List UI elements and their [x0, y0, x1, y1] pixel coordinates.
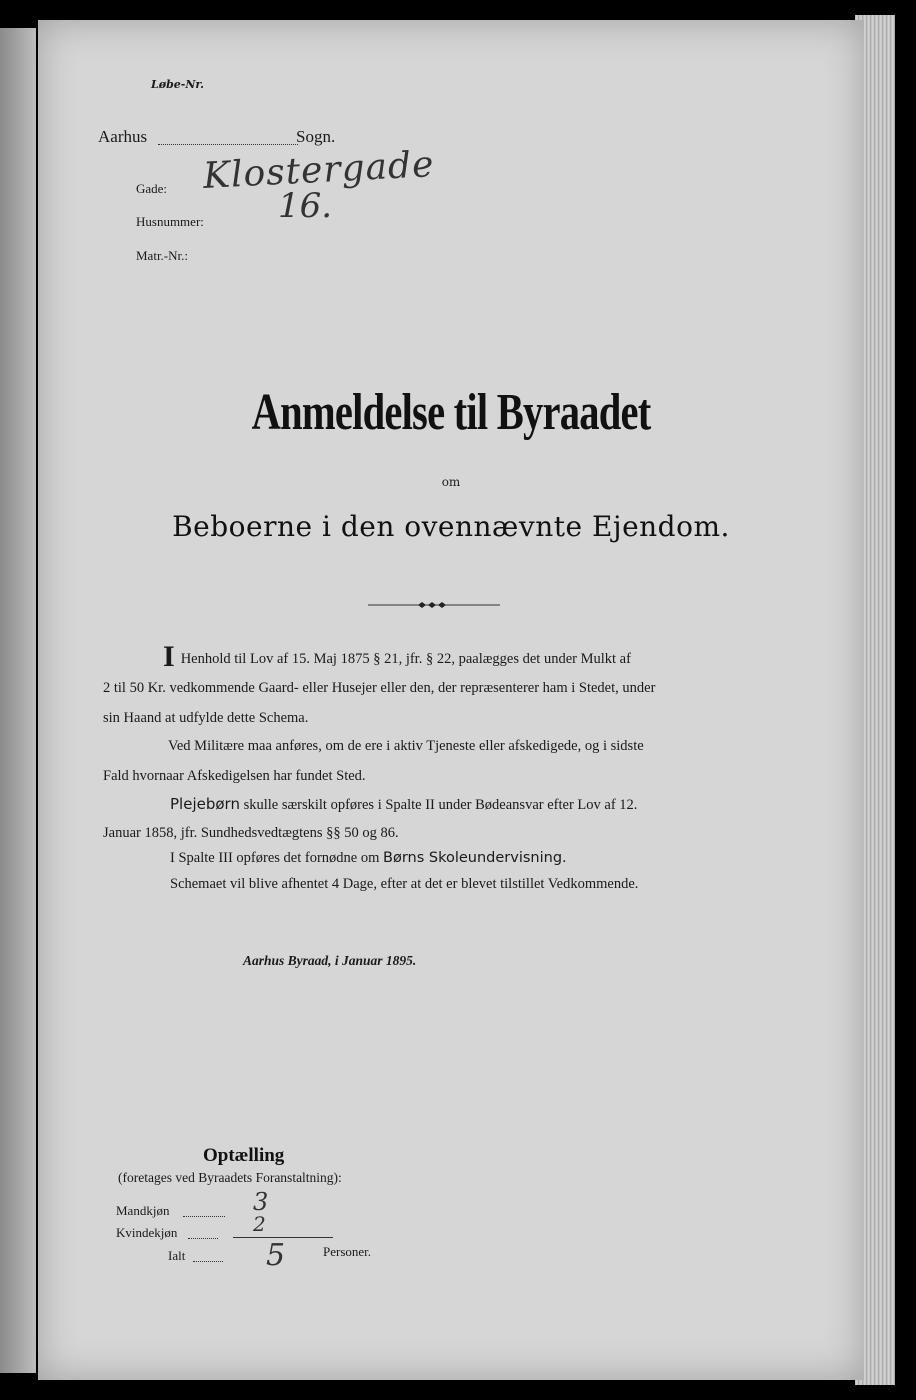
- gade-label: Gade:: [136, 181, 168, 196]
- left-page-edge: [0, 28, 36, 1373]
- document-subtitle: Beboerne i den ovennævnte Ejendom.: [172, 510, 730, 543]
- city-label: Aarhus: [98, 127, 148, 146]
- kvindekjon-label: Kvindekjøn: [116, 1225, 178, 1240]
- instruction-line-2: 2 til 50 Kr. vedkommende Gaard- eller Husejer eller den, der repræsenterer ham i Stedet, under: [103, 680, 656, 696]
- form-page: [38, 20, 864, 1380]
- husnummer-value: 16.: [278, 186, 333, 226]
- lobe-nr-label: Løbe-Nr.: [151, 78, 204, 91]
- mandkjon-dots: [183, 1216, 225, 1217]
- personer-label: Personer.: [323, 1244, 372, 1259]
- ialt-label: Ialt: [168, 1248, 186, 1263]
- sogn-label: Sogn.: [296, 127, 336, 146]
- instruction-line-8: I Spalte III opføres det fornødne om Børns Skoleundervisning.: [170, 850, 567, 866]
- instruction-line-5: Fald hvornaar Afskedigelsen har fundet Sted.: [103, 768, 366, 784]
- document-title: Anmeldelse til Byraadet: [251, 384, 651, 441]
- matr-label: Matr.-Nr.:: [136, 248, 188, 263]
- count-title: Optælling: [203, 1145, 285, 1166]
- om-text: om: [441, 475, 461, 489]
- gade-value: Klostergade: [202, 143, 436, 198]
- mandkjon-label: Mandkjøn: [116, 1203, 170, 1218]
- ialt-value: 5: [266, 1238, 286, 1273]
- instruction-line-9: Schemaet vil blive afhentet 4 Dage, efter at det er blevet tilstillet Vedkommende.: [170, 876, 639, 892]
- instruction-line-6: Plejebørn skulle særskilt opføres i Spalte II under Bødeansvar efter Lov af 12.: [170, 795, 638, 813]
- instruction-line-1: I Henhold til Lov af 15. Maj 1875 § 21, jfr. § 22, paalægges det under Mulkt af: [163, 640, 631, 673]
- ialt-dots: [193, 1261, 223, 1262]
- instruction-line-3: sin Haand at udfylde dette Schema.: [103, 710, 309, 726]
- mandkjon-value: 3: [253, 1188, 269, 1216]
- dropcap: I: [163, 640, 175, 673]
- sogn-line: [158, 144, 298, 145]
- kvindekjon-value: 2: [253, 1212, 266, 1236]
- ornament-divider-icon: [368, 598, 500, 612]
- instruction-line-4: Ved Militære maa anføres, om de ere i aktiv Tjeneste eller afskedigede, og i sidste: [168, 738, 644, 754]
- instruction-line-7: Januar 1858, jfr. Sundhedsvedtægtens §§ 50 og 86.: [103, 825, 399, 841]
- count-subtitle: (foretages ved Byraadets Foranstaltning):: [118, 1170, 342, 1185]
- husnummer-label: Husnummer:: [136, 214, 204, 229]
- kvindekjon-dots: [188, 1238, 218, 1239]
- issuer-signature: Aarhus Byraad, i Januar 1895.: [243, 953, 417, 968]
